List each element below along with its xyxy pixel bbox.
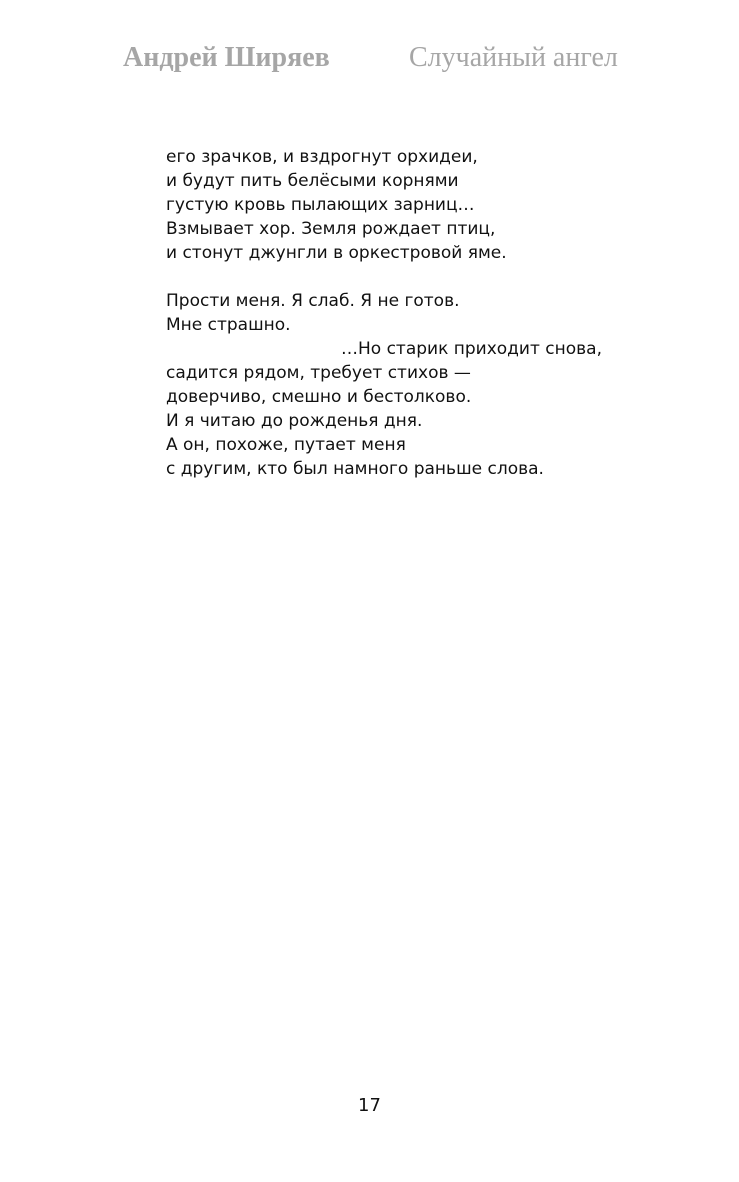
poem-line: густую кровь пылающих зарниц… — [166, 195, 475, 215]
poem-line: садится рядом, требует стихов — — [166, 363, 471, 383]
stanza-2 — [166, 289, 666, 481]
poem-line: с другим, кто был намного раньше слова. — [166, 459, 544, 479]
poem-line: Взмывает хор. Земля рождает птиц, — [166, 219, 496, 239]
poem-line: Прости меня. Я слаб. Я не готов. — [166, 291, 460, 311]
header-author: Андрей Ширяев — [123, 42, 330, 73]
poem-line-indented: …Но старик приходит снова, — [341, 339, 602, 359]
header-book-title: Случайный ангел — [409, 42, 618, 73]
poem-line: Мне страшно. — [166, 315, 291, 335]
poem-line: и стонут джунгли в оркестровой яме. — [166, 243, 507, 263]
page-number: 17 — [358, 1095, 381, 1116]
stanza-gap — [166, 265, 666, 289]
poem-line: и будут пить белёсыми корнями — [166, 171, 459, 191]
poem-line: его зрачков, и вздрогнут орхидеи, — [166, 147, 478, 167]
poem-line: А он, похоже, путает меня — [166, 435, 406, 455]
poem-line: И я читаю до рожденья дня. — [166, 411, 423, 431]
poem-line: доверчиво, смешно и бестолково. — [166, 387, 472, 407]
poem-text — [166, 145, 666, 481]
stanza-1 — [166, 145, 666, 265]
running-header — [0, 38, 739, 78]
